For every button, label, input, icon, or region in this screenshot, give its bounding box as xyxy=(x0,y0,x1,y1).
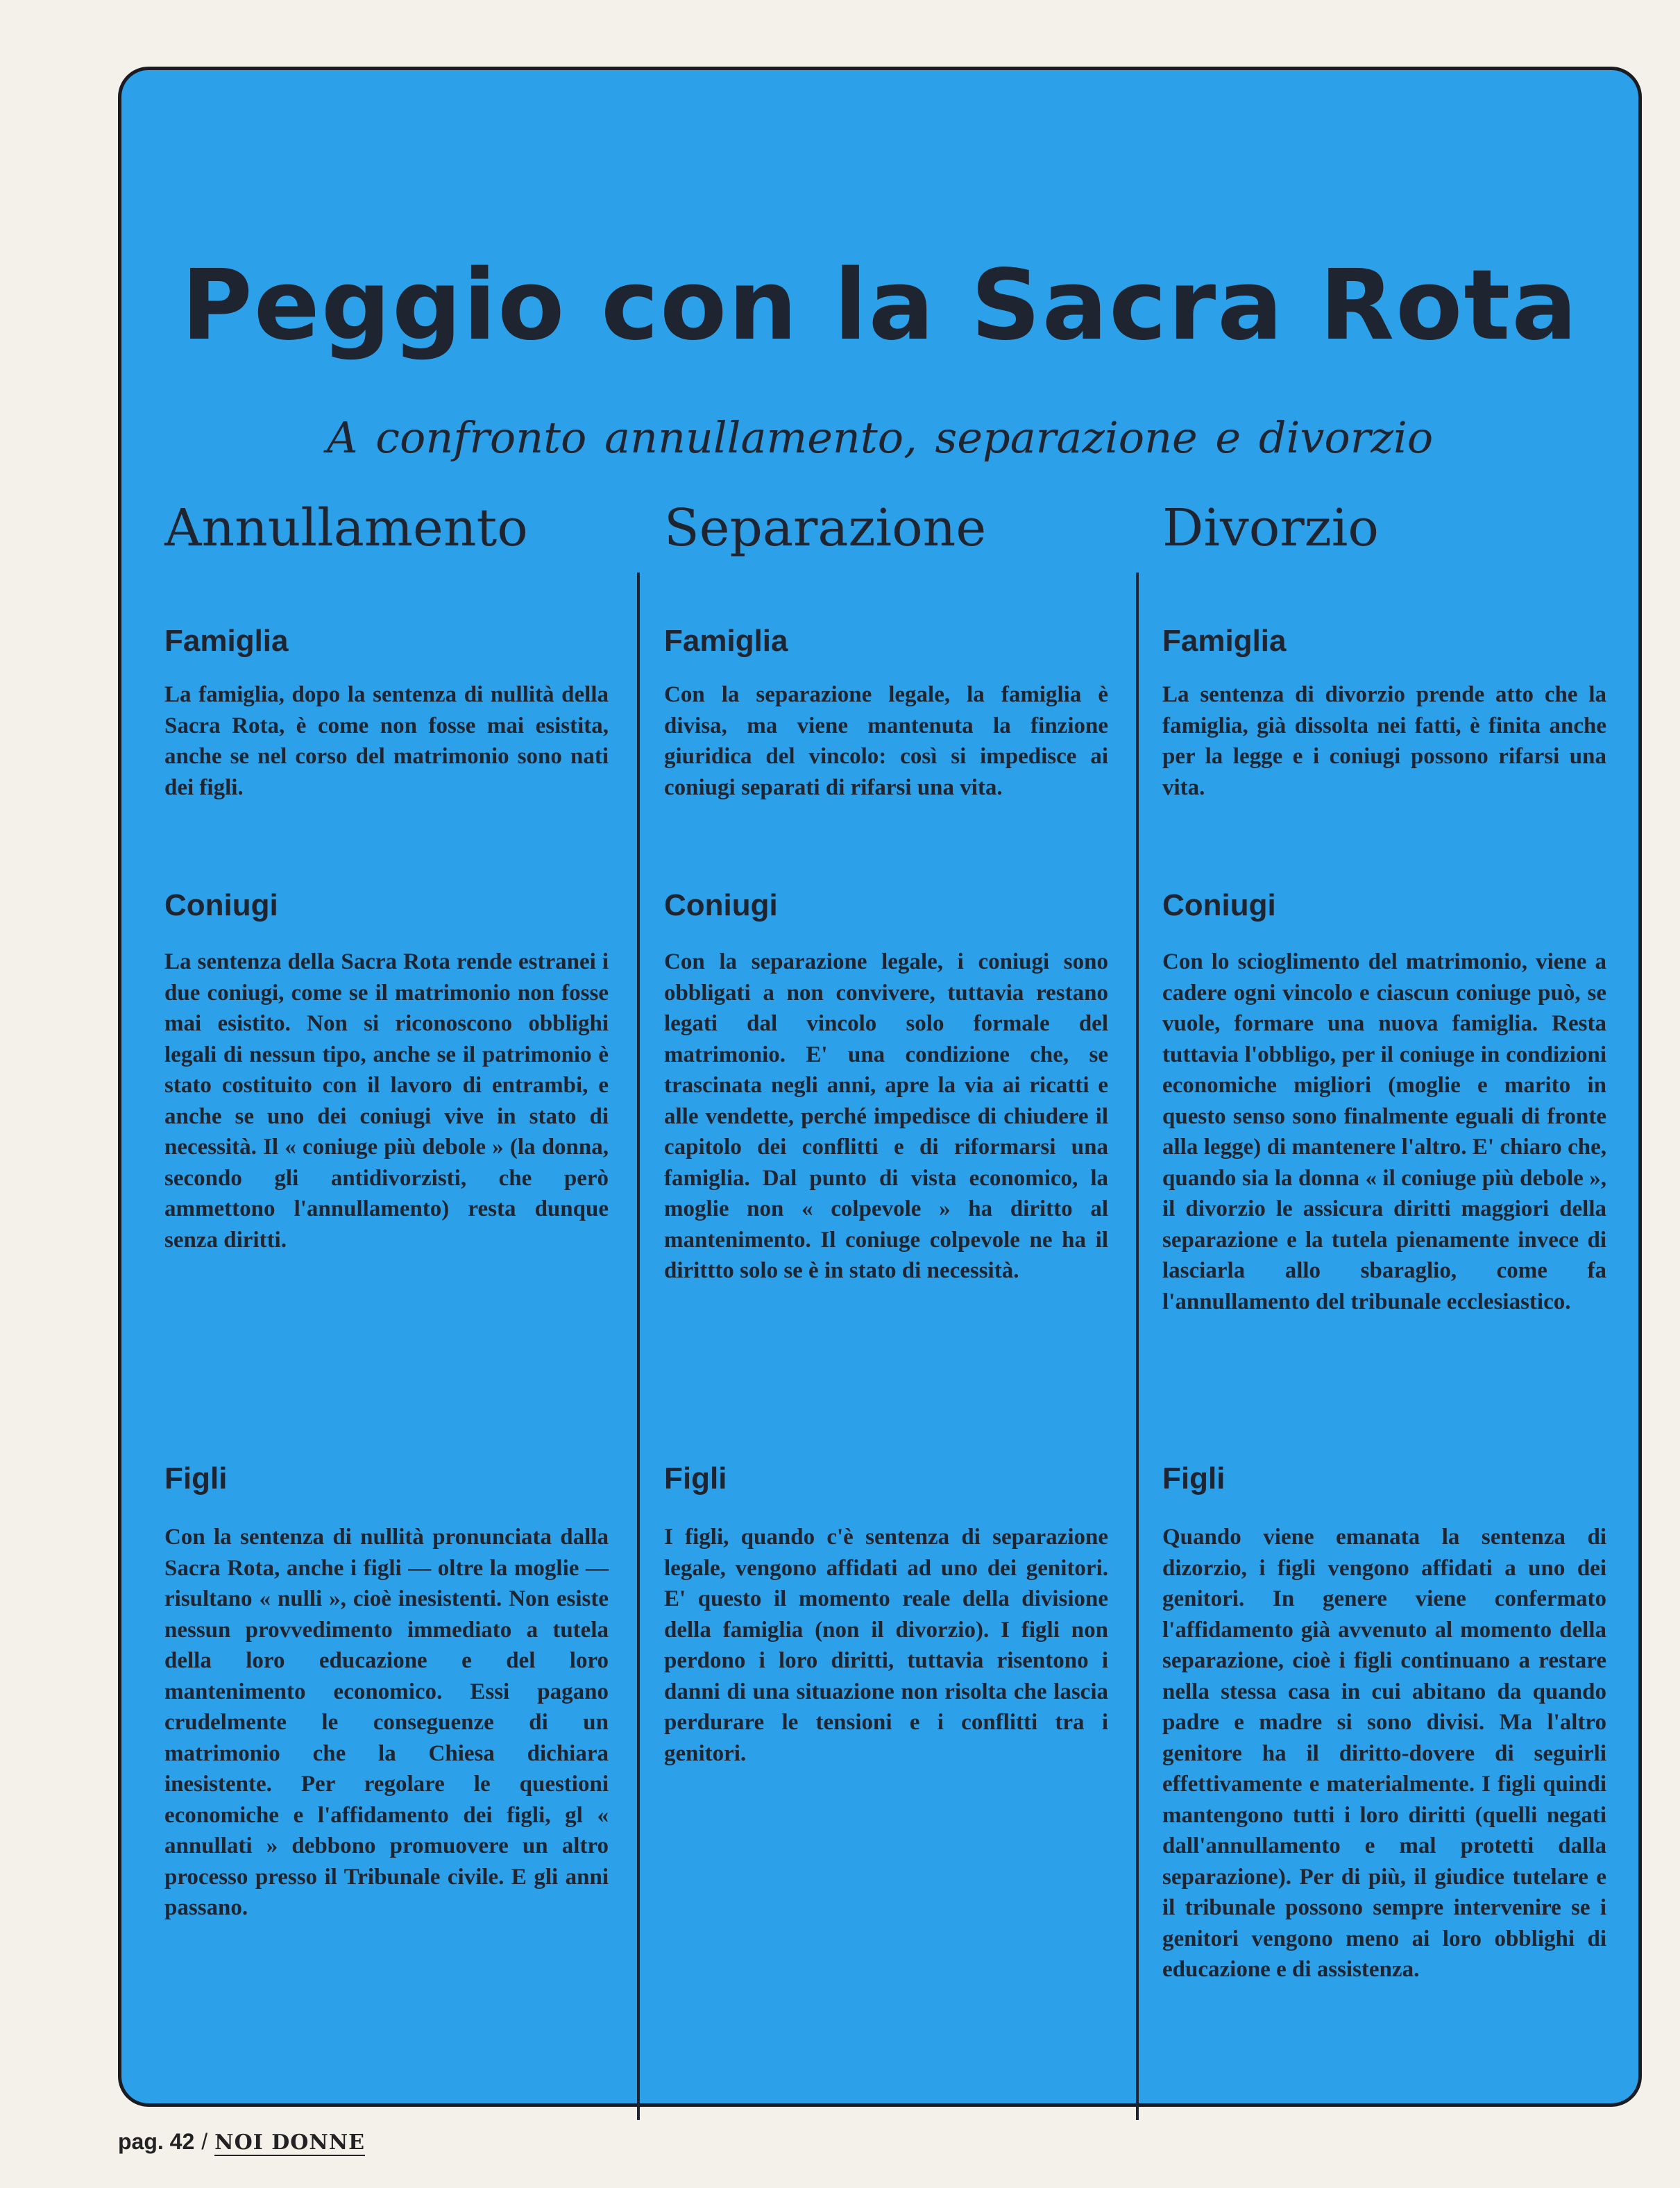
section-text-figli: I figli, quando c'è sentenza di separazione legale, vengono affidati ad uno dei genitori. E' questo il momento reale della divisione della famiglia (non il divorzio). I figli non perdono i loro diritti, tuttavia risentono i danni di una situazione non risolta che lascia perdurare le tensioni e i conflitti tra i genitori. xyxy=(664,1525,1108,1766)
section-heading-famiglia: Famiglia xyxy=(1162,624,1287,658)
column-heading-annullamento: Annullamento xyxy=(164,498,528,558)
section-heading-coniugi: Coniugi xyxy=(1162,888,1276,922)
magazine-name: NOI DONNE xyxy=(214,2130,366,2155)
column-divider-2 xyxy=(1136,573,1139,2120)
article-panel xyxy=(118,67,1642,2107)
section-text-famiglia: Con la separazione legale, la famiglia è divisa, ma viene mantenuta la finzione giuridica del vincolo: così si impedisce ai coniugi separati di rifarsi una vita. xyxy=(664,682,1108,800)
page-footer xyxy=(118,2121,365,2162)
section-heading-figli: Figli xyxy=(664,1461,727,1495)
section-text-figli: Con la sentenza di nullità pronunciata dalla Sacra Rota, anche i figli — oltre la moglie — risultano « nulli », cioè inesistenti. Non esiste nessun provvedimento immediato a tutela della loro educazione e del loro mantenimento economico. Essi pagano crudelmente le conseguenze di un matrimonio che la Chiesa dichiara inesistente. Per regolare le questioni economiche e l'affidamento dei figli, gl « annullati » debbono promuovere un altro processo presso il Tribunale civile. E gli anni passano. xyxy=(164,1525,609,1920)
article-title: Peggio con la Sacra Rota xyxy=(181,249,1579,362)
column-heading-divorzio: Divorzio xyxy=(1162,498,1379,558)
page-number: pag. 42 xyxy=(118,2129,195,2154)
section-heading-figli: Figli xyxy=(1162,1461,1225,1495)
footer-separator: / xyxy=(201,2129,208,2154)
section-heading-coniugi: Coniugi xyxy=(164,888,278,922)
column-heading-separazione: Separazione xyxy=(664,498,987,558)
section-text-coniugi: Con la separazione legale, i coniugi sono obbligati a non convivere, tuttavia restano legati dal vincolo solo formale del matrimonio. E' una condizione che, se trascinata negli anni, apre la via ai ricatti e alle vendette, perché impedisce di chiudere il capitolo dei conflitti e di riformarsi una famiglia. Dal punto di vista economico, la moglie non « colpevole » ha diritto al mantenimento. Il coniuge colpevole ne ha il dirittto solo se è in stato di necessità. xyxy=(664,949,1108,1283)
section-heading-famiglia: Famiglia xyxy=(664,624,788,658)
section-text-famiglia: La famiglia, dopo la sentenza di nullità della Sacra Rota, è come non fosse mai esistita, anche se nel corso del matrimonio sono nati dei figli. xyxy=(164,682,609,800)
section-text-coniugi: Con lo scioglimento del matrimonio, viene a cadere ogni vincolo e ciascun coniuge può, se vuole, formare una nuova famiglia. Resta tuttavia l'obbligo, per il coniuge in condizioni economiche migliori (moglie e marito in questo senso sono finalmente eguali di fronte alla legge) di mantenere l'altro. E' chiaro che, quando sia la donna « il coniuge più debole », il divorzio le assicura diritti maggiori della separazione e la tutela pienamente invece di lasciarla allo sbaraglio, come fa l'annullamento del tribunale ecclesiastico. xyxy=(1162,949,1606,1314)
article-subtitle: A confronto annullamento, separazione e divorzio xyxy=(326,412,1434,463)
section-text-figli: Quando viene emanata la sentenza di dizorzio, i figli vengono affidati a uno dei genitori. In genere viene confermato l'affidamento già avvenuto al momento della separazione, cioè i figli continuano a restare nella stessa casa in cui abitano da quando padre e madre si sono divisi. Ma l'altro genitore ha il diritto-dovere di seguirli effettivamente e materialmente. I figli quindi mantengono tutti i loro diritti (quelli negati dall'annullamento e mal protetti dalla separazione). Per di più, il giudice tutelare e il tribunale possono sempre intervenire se i genitori vengono meno ai loro obblighi di educazione e di assistenza. xyxy=(1162,1525,1606,1982)
section-heading-figli: Figli xyxy=(164,1461,228,1495)
section-heading-coniugi: Coniugi xyxy=(664,888,778,922)
section-heading-famiglia: Famiglia xyxy=(164,624,289,658)
section-text-coniugi: La sentenza della Sacra Rota rende estranei i due coniugi, come se il matrimonio non fosse mai esistito. Non si riconoscono obblighi legali di nessun tipo, anche se il patrimonio è stato costituito con il lavoro di entrambi, e anche se uno dei coniugi vive in stato di necessità. Il « coniuge più debole » (la donna, secondo gli antidivorzisti, che però ammettono l'annullamento) resta dunque senza diritti. xyxy=(164,949,609,1253)
column-divider-1 xyxy=(637,573,640,2120)
section-text-famiglia: La sentenza di divorzio prende atto che la famiglia, già dissolta nei fatti, è finita anche per la legge e i coniugi possono rifarsi una vita. xyxy=(1162,682,1606,800)
